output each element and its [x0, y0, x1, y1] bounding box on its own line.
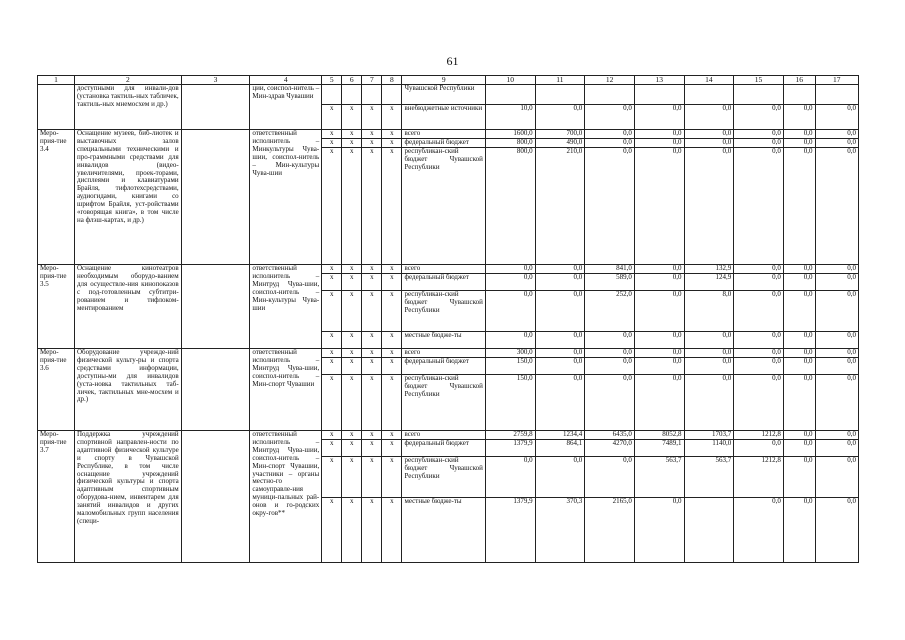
value-cell: 0,0: [684, 130, 734, 139]
table-row: [38, 130, 859, 139]
funding-source: республикан-ский бюджет Чувашской Республики: [402, 457, 485, 498]
x-mark-cell: [342, 85, 362, 105]
value-cell: [535, 85, 585, 105]
value-cell: [684, 498, 734, 563]
x-mark-cell: x: [362, 148, 382, 265]
value-cell: 0,0: [815, 274, 858, 291]
value-cell: 0,0: [634, 358, 684, 375]
value-cell: 0,0: [535, 375, 585, 431]
funding-source: федеральный бюджет: [402, 139, 485, 148]
column-number-15: 15: [734, 76, 784, 85]
x-mark-cell: [362, 85, 382, 105]
column-number-9: 9: [402, 76, 485, 85]
value-cell: 1600,0: [485, 130, 535, 139]
value-cell: 124,9: [684, 274, 734, 291]
measure-column-3: [181, 349, 250, 431]
column-number-7: 7: [362, 76, 382, 85]
x-mark-cell: x: [362, 105, 382, 130]
value-cell: 0,0: [585, 349, 635, 358]
column-number-10: 10: [485, 76, 535, 85]
x-mark-cell: x: [322, 265, 342, 274]
value-cell: 0,0: [783, 139, 815, 148]
value-cell: 0,0: [734, 265, 784, 274]
x-mark-cell: x: [322, 440, 342, 457]
funding-source: федеральный бюджет: [402, 274, 485, 291]
measure-column-3: [181, 265, 250, 349]
table-row: [38, 349, 859, 358]
x-mark-cell: x: [322, 139, 342, 148]
x-mark-cell: x: [362, 291, 382, 332]
column-number-14: 14: [684, 76, 734, 85]
x-mark-cell: x: [322, 332, 342, 349]
value-cell: 0,0: [783, 274, 815, 291]
x-mark-cell: x: [382, 457, 402, 498]
value-cell: 0,0: [634, 291, 684, 332]
column-number-8: 8: [382, 76, 402, 85]
value-cell: 0,0: [634, 349, 684, 358]
x-mark-cell: x: [382, 431, 402, 440]
funding-source: республикан-ский бюджет Чувашской Республики: [402, 291, 485, 332]
x-mark-cell: x: [362, 139, 382, 148]
value-cell: 0,0: [585, 332, 635, 349]
funding-source: местные бюдже-ты: [402, 332, 485, 349]
measure-label: [38, 85, 75, 130]
value-cell: 0,0: [634, 498, 684, 563]
value-cell: 0,0: [734, 130, 784, 139]
value-cell: 0,0: [485, 265, 535, 274]
value-cell: 0,0: [684, 105, 734, 130]
value-cell: 8052,8: [634, 431, 684, 440]
value-cell: 1379,9: [485, 498, 535, 563]
value-cell: 864,1: [535, 440, 585, 457]
value-cell: 0,0: [634, 130, 684, 139]
value-cell: 4270,0: [585, 440, 635, 457]
value-cell: 0,0: [585, 457, 635, 498]
x-mark-cell: [322, 85, 342, 105]
value-cell: 0,0: [734, 375, 784, 431]
value-cell: 0,0: [734, 274, 784, 291]
value-cell: 0,0: [734, 349, 784, 358]
x-mark-cell: x: [342, 498, 362, 563]
value-cell: 0,0: [684, 139, 734, 148]
measure-description: Оборудование учрежде-ний физической культу-ры и спорта средствами информации, доступны-ми для инвалидов (уста-новка тактильных таб-личек, тактильных мне-мосхем и др.): [74, 349, 181, 431]
measure-label: Меро-прия-тие 3.7: [38, 431, 75, 563]
x-mark-cell: x: [362, 440, 382, 457]
value-cell: 300,0: [485, 349, 535, 358]
value-cell: [585, 85, 635, 105]
x-mark-cell: x: [342, 349, 362, 358]
value-cell: [485, 85, 535, 105]
x-mark-cell: [382, 85, 402, 105]
value-cell: 0,0: [783, 375, 815, 431]
x-mark-cell: x: [382, 332, 402, 349]
value-cell: 0,0: [783, 358, 815, 375]
value-cell: [783, 85, 815, 105]
funding-source: республикан-ский бюджет Чувашской Республики: [402, 148, 485, 265]
x-mark-cell: x: [322, 457, 342, 498]
value-cell: 10,0: [485, 105, 535, 130]
x-mark-cell: x: [342, 431, 362, 440]
value-cell: 0,0: [585, 130, 635, 139]
value-cell: 0,0: [485, 332, 535, 349]
funding-source: всего: [402, 130, 485, 139]
value-cell: 0,0: [815, 130, 858, 139]
x-mark-cell: x: [342, 291, 362, 332]
x-mark-cell: x: [382, 375, 402, 431]
x-mark-cell: x: [322, 105, 342, 130]
value-cell: 800,0: [485, 139, 535, 148]
value-cell: 0,0: [634, 139, 684, 148]
table-row: [38, 265, 859, 274]
value-cell: 0,0: [535, 265, 585, 274]
x-mark-cell: x: [382, 139, 402, 148]
value-cell: 7489,1: [634, 440, 684, 457]
value-cell: 0,0: [684, 332, 734, 349]
x-mark-cell: x: [322, 291, 342, 332]
value-cell: 0,0: [815, 457, 858, 498]
x-mark-cell: x: [342, 274, 362, 291]
value-cell: 0,0: [485, 274, 535, 291]
value-cell: 0,0: [535, 274, 585, 291]
measure-label: Меро-прия-тие 3.5: [38, 265, 75, 349]
responsible-executor: ции, соиспол-нитель – Мин-здрав Чувашии: [250, 85, 322, 130]
x-mark-cell: x: [382, 291, 402, 332]
x-mark-cell: x: [362, 130, 382, 139]
value-cell: 0,0: [634, 274, 684, 291]
measure-label: Меро-прия-тие 3.4: [38, 130, 75, 265]
value-cell: 0,0: [734, 148, 784, 265]
value-cell: 0,0: [535, 332, 585, 349]
x-mark-cell: x: [342, 148, 362, 265]
x-mark-cell: x: [362, 274, 382, 291]
value-cell: 0,0: [585, 358, 635, 375]
x-mark-cell: x: [362, 265, 382, 274]
value-cell: 150,0: [485, 358, 535, 375]
x-mark-cell: x: [342, 375, 362, 431]
value-cell: 0,0: [783, 498, 815, 563]
value-cell: 1140,0: [684, 440, 734, 457]
value-cell: 2165,0: [585, 498, 635, 563]
value-cell: 0,0: [815, 431, 858, 440]
value-cell: 0,0: [815, 349, 858, 358]
x-mark-cell: x: [382, 265, 402, 274]
column-number-2: 2: [74, 76, 181, 85]
column-number-11: 11: [535, 76, 585, 85]
value-cell: 0,0: [535, 457, 585, 498]
x-mark-cell: x: [322, 349, 342, 358]
responsible-executor: ответственный исполнитель – Минкультуры Чува-шии, соиспол-нитель – Мин-культуры Чува-шии: [250, 130, 322, 265]
value-cell: 841,0: [585, 265, 635, 274]
x-mark-cell: x: [342, 440, 362, 457]
value-cell: 0,0: [585, 105, 635, 130]
funding-source: местные бюдже-ты: [402, 498, 485, 563]
value-cell: 0,0: [815, 375, 858, 431]
value-cell: 0,0: [485, 457, 535, 498]
measure-column-3: [181, 431, 250, 563]
column-number-4: 4: [250, 76, 322, 85]
value-cell: 563,7: [684, 457, 734, 498]
value-cell: 0,0: [815, 358, 858, 375]
value-cell: 0,0: [815, 139, 858, 148]
x-mark-cell: x: [382, 148, 402, 265]
x-mark-cell: x: [342, 358, 362, 375]
measure-description: Оснащение кинотеатров необходимым оборудо-ванием для осуществле-ния кинопоказов с под-готовленным субтитри-рованием и тифлоком-ментированием: [74, 265, 181, 349]
value-cell: 0,0: [783, 130, 815, 139]
value-cell: 150,0: [485, 375, 535, 431]
column-number-5: 5: [322, 76, 342, 85]
column-number-row: [38, 76, 859, 85]
funding-source: республикан-ский бюджет Чувашской Республики: [402, 375, 485, 431]
value-cell: 1234,4: [535, 431, 585, 440]
value-cell: 0,0: [815, 148, 858, 265]
value-cell: 0,0: [815, 498, 858, 563]
funding-source: внебюджетные источники: [402, 105, 485, 130]
value-cell: 210,0: [535, 148, 585, 265]
value-cell: 0,0: [535, 291, 585, 332]
value-cell: 0,0: [783, 440, 815, 457]
x-mark-cell: x: [322, 431, 342, 440]
x-mark-cell: x: [382, 349, 402, 358]
funding-source: Чувашской Республики: [402, 85, 485, 105]
value-cell: 6435,0: [585, 431, 635, 440]
value-cell: 0,0: [734, 498, 784, 563]
value-cell: 0,0: [684, 349, 734, 358]
program-table: [37, 75, 859, 563]
x-mark-cell: x: [342, 105, 362, 130]
column-number-12: 12: [585, 76, 635, 85]
page-number: 61: [446, 54, 459, 68]
value-cell: 1379,9: [485, 440, 535, 457]
column-number-3: 3: [181, 76, 250, 85]
x-mark-cell: x: [362, 431, 382, 440]
x-mark-cell: x: [382, 130, 402, 139]
value-cell: 132,9: [684, 265, 734, 274]
value-cell: 1212,8: [734, 431, 784, 440]
value-cell: 0,0: [634, 375, 684, 431]
value-cell: 589,0: [585, 274, 635, 291]
value-cell: 1703,7: [684, 431, 734, 440]
x-mark-cell: x: [382, 358, 402, 375]
value-cell: 0,0: [783, 332, 815, 349]
x-mark-cell: x: [342, 457, 362, 498]
measure-column-3: [181, 130, 250, 265]
x-mark-cell: x: [362, 349, 382, 358]
funding-source: федеральный бюджет: [402, 440, 485, 457]
x-mark-cell: x: [322, 274, 342, 291]
value-cell: 0,0: [734, 358, 784, 375]
funding-source: федеральный бюджет: [402, 358, 485, 375]
value-cell: 0,0: [585, 375, 635, 431]
value-cell: 0,0: [734, 332, 784, 349]
value-cell: 0,0: [485, 291, 535, 332]
x-mark-cell: x: [322, 148, 342, 265]
value-cell: 8,0: [684, 291, 734, 332]
value-cell: 0,0: [684, 375, 734, 431]
column-number-16: 16: [783, 76, 815, 85]
x-mark-cell: x: [322, 130, 342, 139]
value-cell: [815, 85, 858, 105]
column-number-6: 6: [342, 76, 362, 85]
x-mark-cell: x: [362, 498, 382, 563]
measure-description: доступными для инвали-дов (установка тактиль-ных табличек, тактиль-ных мнемосхем и др.): [74, 85, 181, 130]
value-cell: 0,0: [535, 349, 585, 358]
column-number-13: 13: [634, 76, 684, 85]
value-cell: 0,0: [734, 105, 784, 130]
value-cell: 2759,8: [485, 431, 535, 440]
column-number-1: 1: [38, 76, 75, 85]
x-mark-cell: x: [342, 332, 362, 349]
value-cell: [734, 85, 784, 105]
measure-label: Меро-прия-тие 3.6: [38, 349, 75, 431]
measure-column-3: [181, 85, 250, 130]
value-cell: [634, 85, 684, 105]
x-mark-cell: x: [362, 358, 382, 375]
value-cell: 0,0: [783, 457, 815, 498]
responsible-executor: ответственный исполнитель – Минтруд Чува-шии, соиспол-нитель – Мин-спорт Чувашии: [250, 349, 322, 431]
value-cell: 0,0: [734, 291, 784, 332]
value-cell: 0,0: [585, 148, 635, 265]
responsible-executor: ответственный исполнитель – Минтруд Чува-шии, соиспол-нитель – Мин-спорт Чувашии, участники – органы местно-го самоуправле-ния муници-пальных рай-онов и го-родских окру-гов**: [250, 431, 322, 563]
x-mark-cell: x: [362, 457, 382, 498]
value-cell: 0,0: [535, 105, 585, 130]
value-cell: 0,0: [634, 265, 684, 274]
value-cell: 0,0: [684, 358, 734, 375]
x-mark-cell: x: [322, 358, 342, 375]
value-cell: 252,0: [585, 291, 635, 332]
x-mark-cell: x: [382, 274, 402, 291]
value-cell: 0,0: [783, 349, 815, 358]
value-cell: 0,0: [684, 148, 734, 265]
value-cell: 0,0: [535, 358, 585, 375]
x-mark-cell: x: [382, 105, 402, 130]
value-cell: 0,0: [783, 265, 815, 274]
x-mark-cell: x: [342, 265, 362, 274]
x-mark-cell: x: [322, 375, 342, 431]
value-cell: 0,0: [634, 105, 684, 130]
funding-source: всего: [402, 431, 485, 440]
value-cell: 563,7: [634, 457, 684, 498]
x-mark-cell: x: [342, 139, 362, 148]
value-cell: 370,3: [535, 498, 585, 563]
value-cell: 0,0: [634, 332, 684, 349]
value-cell: 0,0: [734, 440, 784, 457]
value-cell: 0,0: [585, 139, 635, 148]
value-cell: 0,0: [815, 105, 858, 130]
column-number-17: 17: [815, 76, 858, 85]
value-cell: 800,0: [485, 148, 535, 265]
value-cell: 0,0: [783, 105, 815, 130]
x-mark-cell: x: [382, 440, 402, 457]
table-row: [38, 85, 859, 105]
value-cell: 0,0: [734, 139, 784, 148]
value-cell: 0,0: [815, 291, 858, 332]
value-cell: [684, 85, 734, 105]
x-mark-cell: x: [362, 332, 382, 349]
value-cell: 1212,8: [734, 457, 784, 498]
funding-source: всего: [402, 349, 485, 358]
responsible-executor: ответственный исполнитель – Минтруд Чува-шии, соиспол-нитель – Мин-культуры Чува-шии: [250, 265, 322, 349]
x-mark-cell: x: [382, 498, 402, 563]
value-cell: 0,0: [634, 148, 684, 265]
value-cell: 0,0: [783, 148, 815, 265]
table-body: [38, 76, 859, 563]
measure-description: Оснащение музеев, биб-лиотек и выставочных залов специальными техническими и про-граммными средствами для инвалидов (видео-увеличителями, проек-торами, дисплеями и клавиатурами Брайля, тифлотехсредствами, аудиогидами, книгами со шрифтом Брайля, уст-ройствами «говорящая книга», в том числе на флэш-картах, и др.): [74, 130, 181, 265]
value-cell: 0,0: [783, 431, 815, 440]
value-cell: 700,0: [535, 130, 585, 139]
value-cell: 0,0: [815, 440, 858, 457]
x-mark-cell: x: [362, 375, 382, 431]
value-cell: 0,0: [815, 265, 858, 274]
x-mark-cell: x: [342, 130, 362, 139]
value-cell: 490,0: [535, 139, 585, 148]
table-row: [38, 431, 859, 440]
value-cell: 0,0: [815, 332, 858, 349]
value-cell: 0,0: [783, 291, 815, 332]
x-mark-cell: x: [322, 498, 342, 563]
funding-source: всего: [402, 265, 485, 274]
measure-description: Поддержка учреждений спортивной направлен-ности по адаптивной физической культуре и спорту в Чувашской Республике, в том числе оснащение учреждений физической культуры и спорта адаптивным спортивным оборудова-нием, инвентарем для занятий инвалидов и других маломобильных групп населения (специ-: [74, 431, 181, 563]
